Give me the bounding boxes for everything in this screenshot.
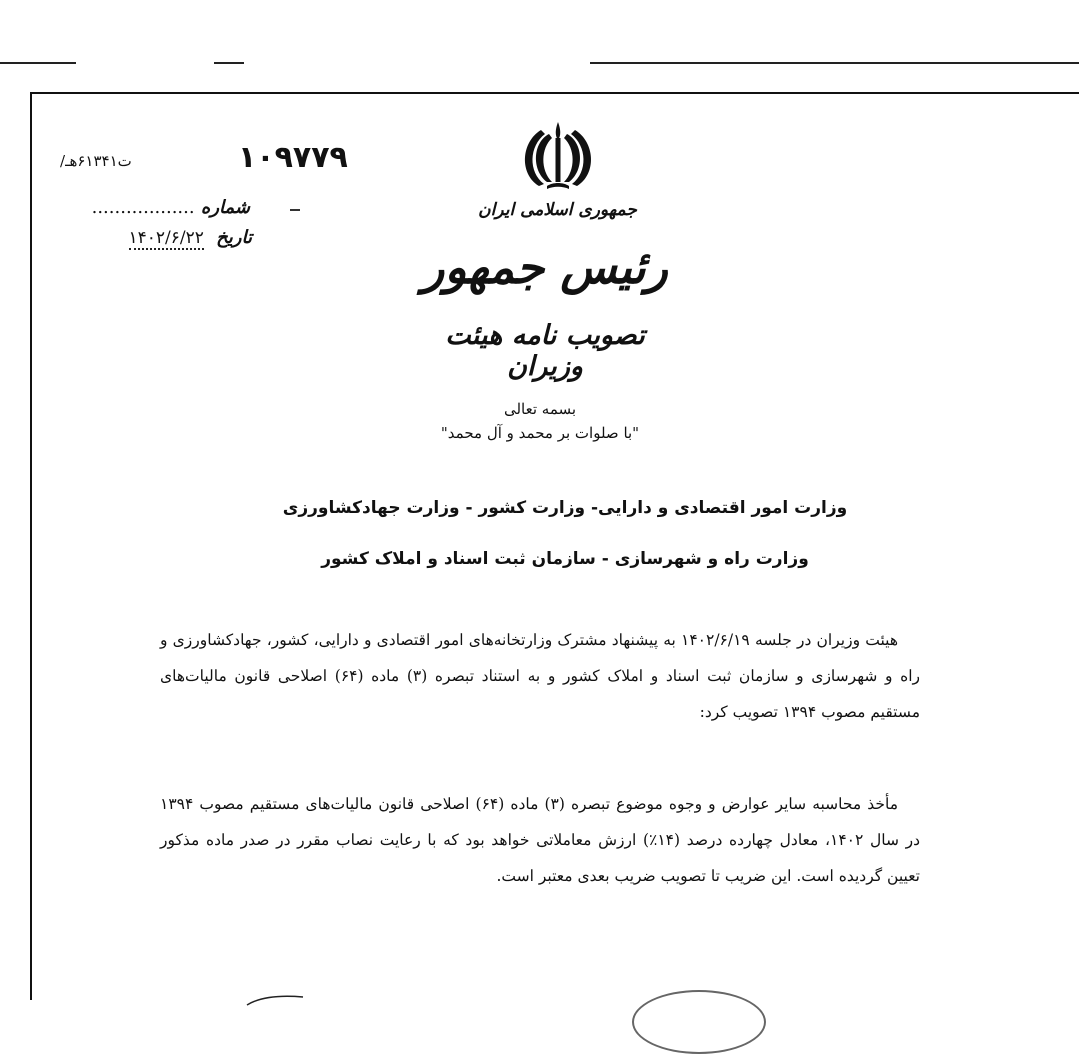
letterhead-document-type: تصویب نامه هیئت وزیران <box>445 320 645 382</box>
signature-icon <box>245 993 305 1007</box>
reference-suffix: /ت۶۱۳۴۱هـ <box>60 152 132 170</box>
top-rule-left <box>0 62 76 64</box>
letterhead-country: جمهوری اسلامی ایران <box>478 200 637 220</box>
top-rule-right <box>590 62 1079 64</box>
salawat: "با صلوات بر محمد و آل محمد" <box>440 424 640 442</box>
document-frame-left <box>30 92 32 1000</box>
paragraph-2-text: مأخذ محاسبه سایر عوارض و وجوه موضوع تبصره (۳) ماده (۶۴) اصلاحی قانون مالیات‌های مستقیم مصوب ۱۳۹۴ در سال ۱۴۰۲، معادل چهارده درصد (۱۴٪) ارزش معاملاتی خواهد بود که با رعایت نصاب مقرر در صدر ماده مذکور تعیین گردیده است. این ضریب تا تصویب ضریب بعدی معتبر است. <box>160 795 920 885</box>
document-frame-top <box>30 92 1079 94</box>
reference-number <box>60 140 348 180</box>
letterhead-office: رئیس جمهور <box>422 240 668 294</box>
addressees-line-2: وزارت راه و شهرسازی - سازمان ثبت اسناد و املاک کشور <box>321 549 809 569</box>
addressees-line-1: وزارت امور اقتصادی و دارایی- وزارت کشور - وزارت جهادکشاورزی <box>282 498 848 518</box>
top-rule-middle <box>214 62 244 64</box>
body-paragraph-2 <box>160 786 920 894</box>
date-value: ۱۴۰۲/۶/۲۲ <box>128 228 204 248</box>
iran-emblem-icon <box>519 120 597 192</box>
bismillah: بسمه تعالی <box>503 400 577 418</box>
number-dots: .................. <box>91 197 195 218</box>
date-field <box>62 227 252 257</box>
reference-main-number: ۱۰۹۷۷۹ <box>238 140 348 175</box>
number-field <box>70 197 250 225</box>
paragraph-1-text: هیئت وزیران در جلسه ۱۴۰۲/۶/۱۹ به پیشنهاد مشترک وزارتخانه‌های امور اقتصادی و دارایی، کشور، جهادکشاورزی و راه و شهرسازی و سازمان ثبت اسناد و املاک کشور و به استناد تبصره (۳) ماده (۶۴) اصلاحی قانون مالیات‌های مستقیم مصوب ۱۳۹۴ تصویب کرد: <box>160 631 921 721</box>
date-label: تاریخ <box>216 227 252 248</box>
small-dash <box>290 209 300 211</box>
body-paragraph-1 <box>160 622 920 730</box>
number-label: شماره <box>200 197 250 218</box>
